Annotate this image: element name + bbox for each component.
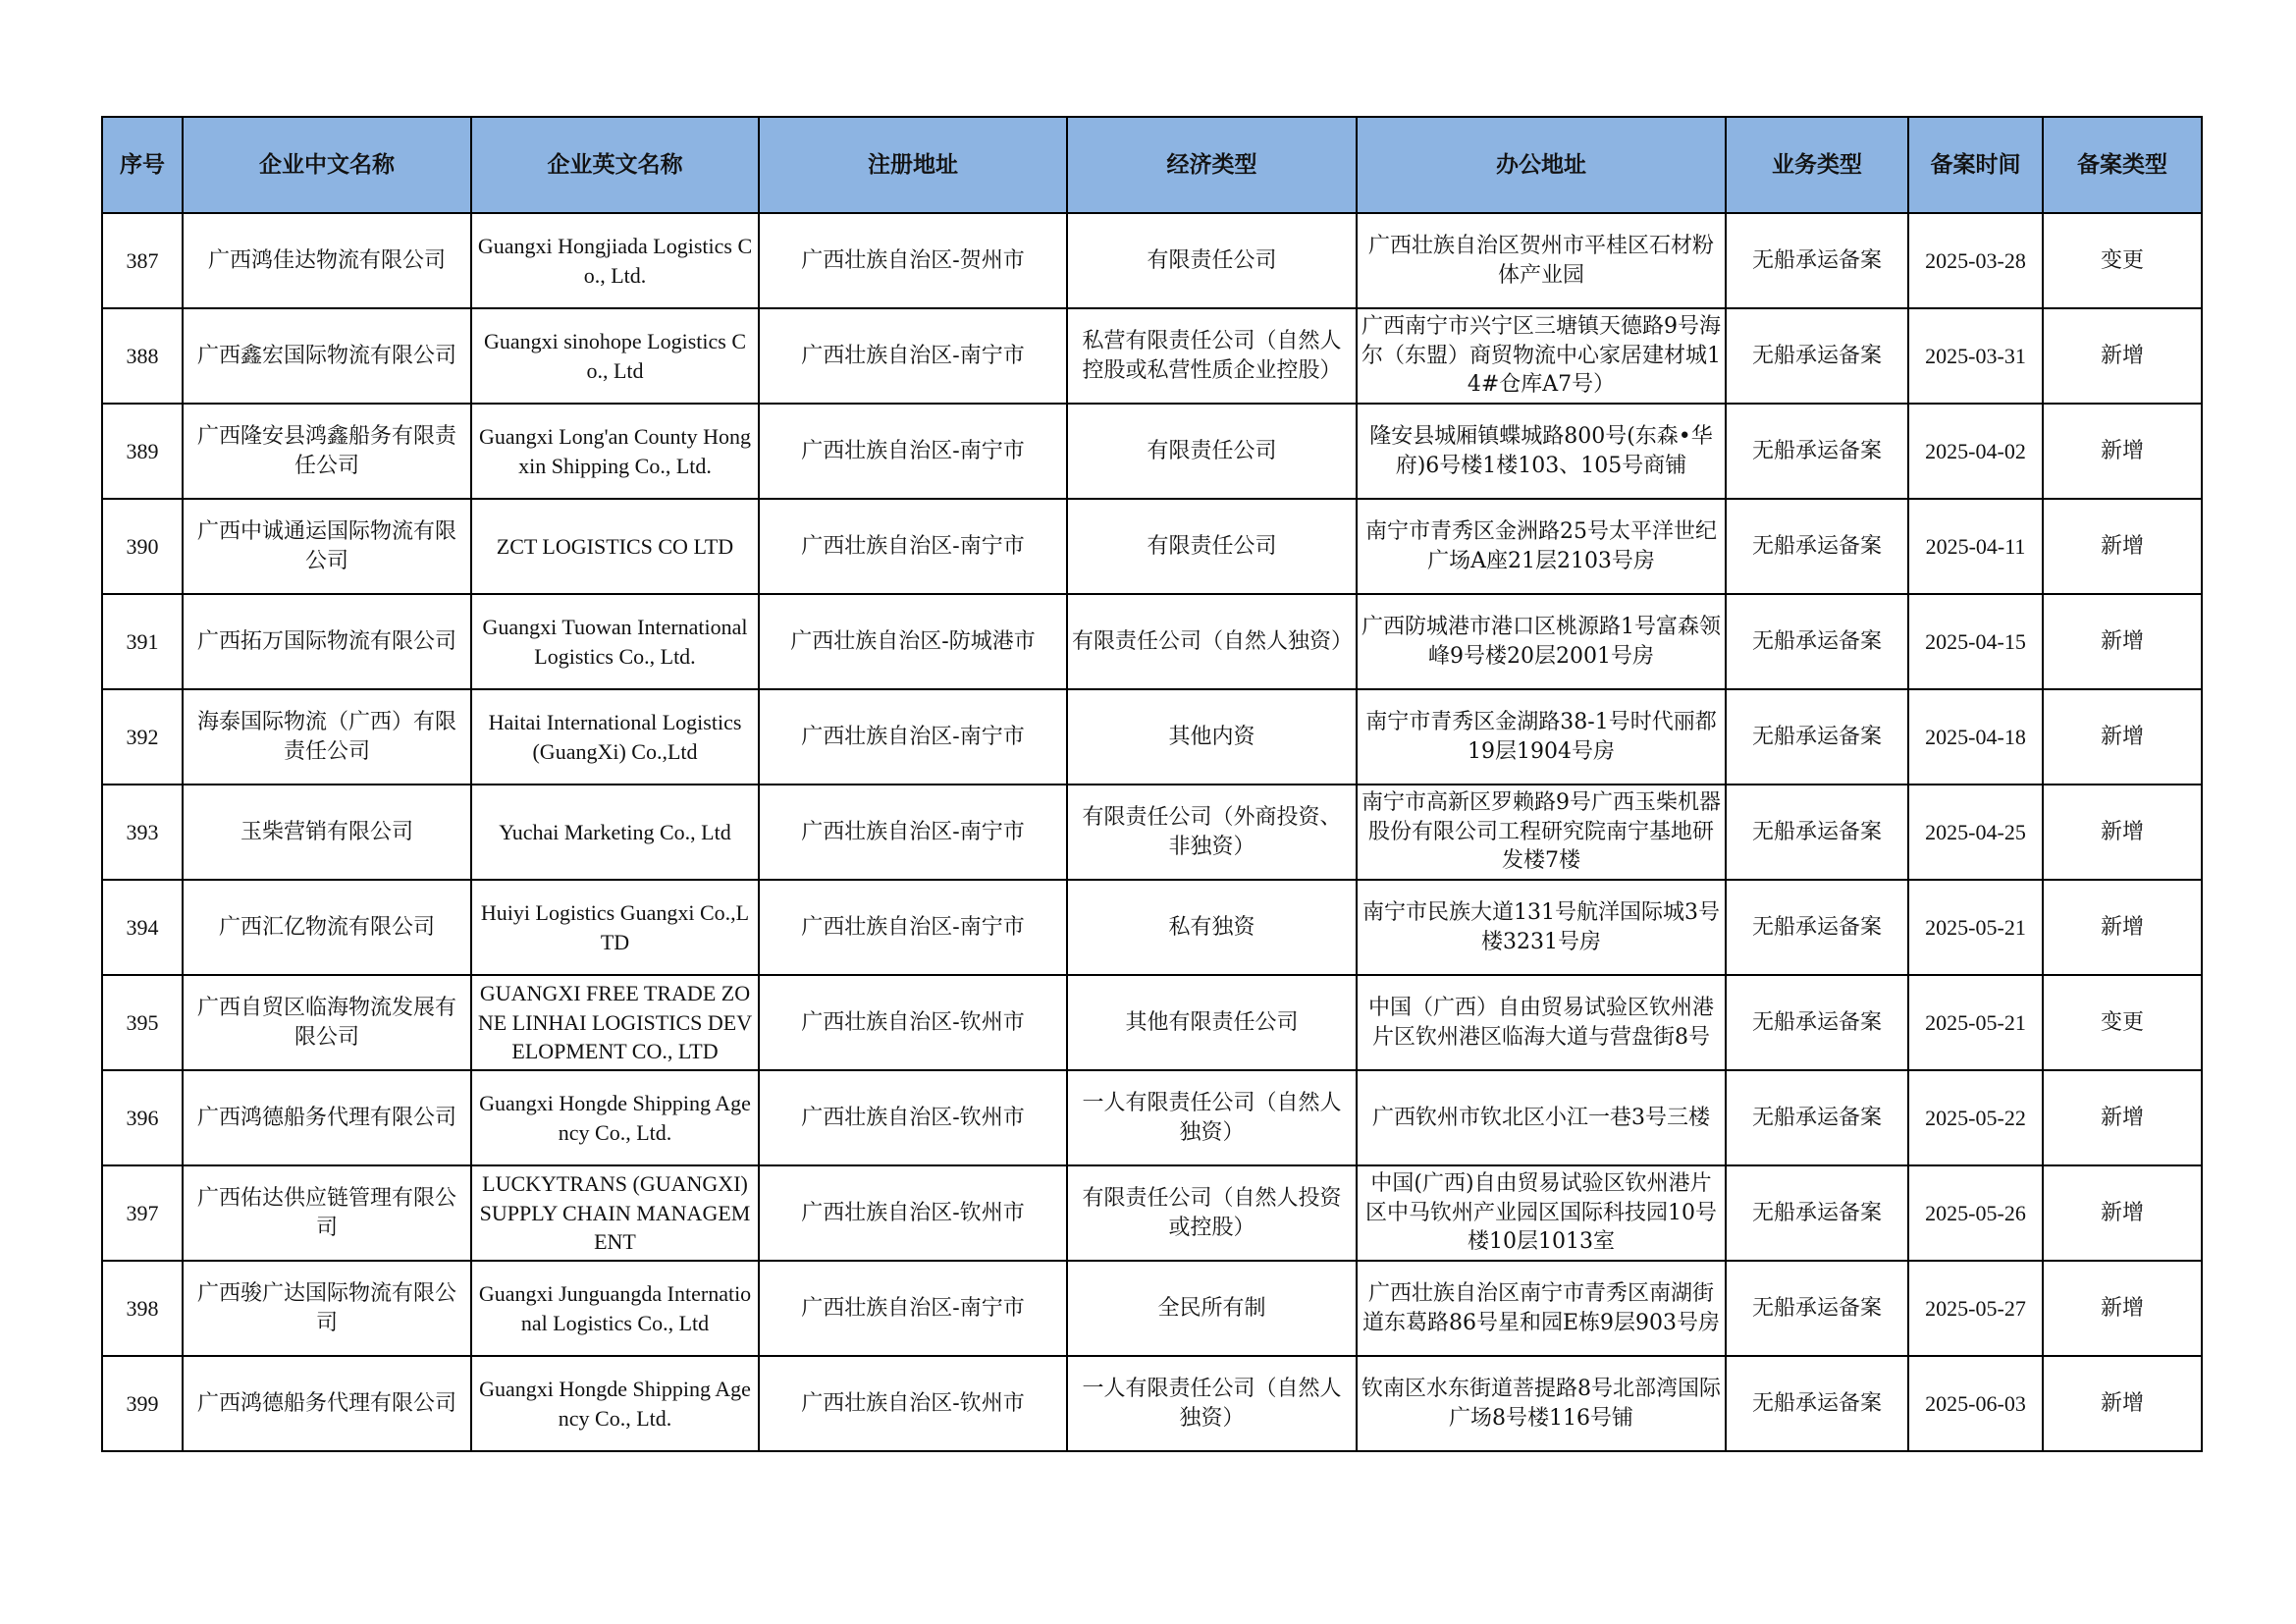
cell-business-type: 无船承运备案 xyxy=(1726,1070,1908,1165)
cell-serial-number: 397 xyxy=(102,1165,183,1261)
filing-records-table xyxy=(101,116,2203,1452)
cell-office-address: 广西防城港市港口区桃源路1号富森领峰9号楼20层2001号房 xyxy=(1357,594,1726,689)
cell-registered-address: 广西壮族自治区-钦州市 xyxy=(759,1356,1067,1451)
cell-company-chinese-name: 广西中诚通运国际物流有限公司 xyxy=(183,499,471,594)
cell-company-chinese-name: 广西自贸区临海物流发展有限公司 xyxy=(183,975,471,1070)
cell-serial-number: 387 xyxy=(102,213,183,308)
table-row xyxy=(102,404,2202,499)
cell-registered-address: 广西壮族自治区-钦州市 xyxy=(759,1070,1067,1165)
cell-company-english-name: Yuchai Marketing Co., Ltd xyxy=(471,785,759,880)
cell-office-address: 南宁市民族大道131号航洋国际城3号楼3231号房 xyxy=(1357,880,1726,975)
cell-registered-address: 广西壮族自治区-南宁市 xyxy=(759,308,1067,404)
cell-office-address: 南宁市高新区罗赖路9号广西玉柴机器股份有限公司工程研究院南宁基地研发楼7楼 xyxy=(1357,785,1726,880)
cell-office-address: 中国（广西）自由贸易试验区钦州港片区钦州港区临海大道与营盘街8号 xyxy=(1357,975,1726,1070)
cell-company-english-name: Guangxi Hongde Shipping Agency Co., Ltd. xyxy=(471,1356,759,1451)
header-registered-address: 注册地址 xyxy=(759,117,1067,213)
cell-registered-address: 广西壮族自治区-钦州市 xyxy=(759,975,1067,1070)
table-row xyxy=(102,308,2202,404)
cell-economic-type: 一人有限责任公司（自然人独资） xyxy=(1067,1356,1357,1451)
cell-filing-type: 新增 xyxy=(2043,1070,2202,1165)
cell-company-chinese-name: 广西佑达供应链管理有限公司 xyxy=(183,1165,471,1261)
cell-serial-number: 398 xyxy=(102,1261,183,1356)
cell-serial-number: 392 xyxy=(102,689,183,785)
cell-serial-number: 393 xyxy=(102,785,183,880)
cell-business-type: 无船承运备案 xyxy=(1726,1356,1908,1451)
cell-office-address: 隆安县城厢镇蝶城路800号(东森•华府)6号楼1楼103、105号商铺 xyxy=(1357,404,1726,499)
cell-company-chinese-name: 广西鸿德船务代理有限公司 xyxy=(183,1356,471,1451)
cell-business-type: 无船承运备案 xyxy=(1726,785,1908,880)
cell-registered-address: 广西壮族自治区-防城港市 xyxy=(759,594,1067,689)
cell-company-english-name: Guangxi Junguangda International Logistics Co., Ltd xyxy=(471,1261,759,1356)
cell-registered-address: 广西壮族自治区-南宁市 xyxy=(759,689,1067,785)
cell-company-english-name: Huiyi Logistics Guangxi Co.,LTD xyxy=(471,880,759,975)
cell-company-english-name: Guangxi Hongjiada Logistics Co., Ltd. xyxy=(471,213,759,308)
cell-company-chinese-name: 广西骏广达国际物流有限公司 xyxy=(183,1261,471,1356)
cell-business-type: 无船承运备案 xyxy=(1726,308,1908,404)
cell-office-address: 中国(广西)自由贸易试验区钦州港片区中马钦州产业园区国际科技园10号楼10层1013室 xyxy=(1357,1165,1726,1261)
cell-filing-type: 新增 xyxy=(2043,499,2202,594)
cell-company-chinese-name: 广西鸿德船务代理有限公司 xyxy=(183,1070,471,1165)
table-row xyxy=(102,1070,2202,1165)
cell-company-english-name: GUANGXI FREE TRADE ZONE LINHAI LOGISTICS DEVELOPMENT CO., LTD xyxy=(471,975,759,1070)
cell-registered-address: 广西壮族自治区-钦州市 xyxy=(759,1165,1067,1261)
cell-filing-type: 新增 xyxy=(2043,594,2202,689)
cell-company-english-name: Guangxi Tuowan International Logistics Co., Ltd. xyxy=(471,594,759,689)
cell-filing-type: 新增 xyxy=(2043,1165,2202,1261)
cell-office-address: 广西壮族自治区南宁市青秀区南湖街道东葛路86号星和园E栋9层903号房 xyxy=(1357,1261,1726,1356)
table-row xyxy=(102,1356,2202,1451)
cell-company-english-name: Guangxi sinohope Logistics Co., Ltd xyxy=(471,308,759,404)
cell-serial-number: 390 xyxy=(102,499,183,594)
cell-filing-type: 变更 xyxy=(2043,975,2202,1070)
header-company-chinese-name: 企业中文名称 xyxy=(183,117,471,213)
cell-economic-type: 有限责任公司（自然人投资或控股） xyxy=(1067,1165,1357,1261)
cell-business-type: 无船承运备案 xyxy=(1726,1165,1908,1261)
table-row xyxy=(102,880,2202,975)
cell-serial-number: 395 xyxy=(102,975,183,1070)
header-row xyxy=(102,117,2202,213)
cell-filing-type: 新增 xyxy=(2043,689,2202,785)
cell-office-address: 广西钦州市钦北区小江一巷3号三楼 xyxy=(1357,1070,1726,1165)
header-filing-type: 备案类型 xyxy=(2043,117,2202,213)
cell-business-type: 无船承运备案 xyxy=(1726,975,1908,1070)
cell-company-chinese-name: 海泰国际物流（广西）有限责任公司 xyxy=(183,689,471,785)
cell-filing-type: 新增 xyxy=(2043,1261,2202,1356)
cell-filing-type: 变更 xyxy=(2043,213,2202,308)
table-row xyxy=(102,689,2202,785)
cell-registered-address: 广西壮族自治区-贺州市 xyxy=(759,213,1067,308)
cell-economic-type: 全民所有制 xyxy=(1067,1261,1357,1356)
cell-filing-date: 2025-03-28 xyxy=(1908,213,2043,308)
table-row xyxy=(102,1165,2202,1261)
header-serial-number: 序号 xyxy=(102,117,183,213)
cell-registered-address: 广西壮族自治区-南宁市 xyxy=(759,404,1067,499)
table-row xyxy=(102,1261,2202,1356)
table-header xyxy=(102,117,2202,213)
cell-serial-number: 389 xyxy=(102,404,183,499)
cell-registered-address: 广西壮族自治区-南宁市 xyxy=(759,785,1067,880)
cell-business-type: 无船承运备案 xyxy=(1726,880,1908,975)
cell-company-chinese-name: 广西隆安县鸿鑫船务有限责任公司 xyxy=(183,404,471,499)
cell-company-chinese-name: 广西鸿佳达物流有限公司 xyxy=(183,213,471,308)
cell-filing-date: 2025-04-15 xyxy=(1908,594,2043,689)
header-company-english-name: 企业英文名称 xyxy=(471,117,759,213)
cell-filing-date: 2025-05-27 xyxy=(1908,1261,2043,1356)
cell-serial-number: 394 xyxy=(102,880,183,975)
cell-business-type: 无船承运备案 xyxy=(1726,404,1908,499)
header-filing-date: 备案时间 xyxy=(1908,117,2043,213)
header-business-type: 业务类型 xyxy=(1726,117,1908,213)
cell-registered-address: 广西壮族自治区-南宁市 xyxy=(759,880,1067,975)
cell-filing-date: 2025-05-26 xyxy=(1908,1165,2043,1261)
cell-filing-date: 2025-05-21 xyxy=(1908,880,2043,975)
cell-economic-type: 其他内资 xyxy=(1067,689,1357,785)
cell-economic-type: 有限责任公司（外商投资、非独资） xyxy=(1067,785,1357,880)
cell-filing-date: 2025-05-22 xyxy=(1908,1070,2043,1165)
cell-office-address: 广西壮族自治区贺州市平桂区石材粉体产业园 xyxy=(1357,213,1726,308)
cell-company-english-name: Haitai International Logistics (GuangXi) Co.,Ltd xyxy=(471,689,759,785)
header-office-address: 办公地址 xyxy=(1357,117,1726,213)
cell-serial-number: 399 xyxy=(102,1356,183,1451)
cell-filing-type: 新增 xyxy=(2043,404,2202,499)
cell-filing-type: 新增 xyxy=(2043,308,2202,404)
cell-filing-type: 新增 xyxy=(2043,1356,2202,1451)
cell-filing-date: 2025-04-18 xyxy=(1908,689,2043,785)
cell-filing-date: 2025-05-21 xyxy=(1908,975,2043,1070)
header-economic-type: 经济类型 xyxy=(1067,117,1357,213)
cell-filing-type: 新增 xyxy=(2043,785,2202,880)
cell-business-type: 无船承运备案 xyxy=(1726,594,1908,689)
cell-company-chinese-name: 广西拓万国际物流有限公司 xyxy=(183,594,471,689)
cell-business-type: 无船承运备案 xyxy=(1726,1261,1908,1356)
cell-filing-date: 2025-06-03 xyxy=(1908,1356,2043,1451)
cell-serial-number: 388 xyxy=(102,308,183,404)
cell-economic-type: 有限责任公司 xyxy=(1067,213,1357,308)
cell-filing-date: 2025-04-02 xyxy=(1908,404,2043,499)
cell-filing-type: 新增 xyxy=(2043,880,2202,975)
cell-serial-number: 391 xyxy=(102,594,183,689)
cell-filing-date: 2025-04-25 xyxy=(1908,785,2043,880)
cell-company-chinese-name: 广西汇亿物流有限公司 xyxy=(183,880,471,975)
cell-business-type: 无船承运备案 xyxy=(1726,689,1908,785)
cell-company-english-name: Guangxi Long'an County Hongxin Shipping Co., Ltd. xyxy=(471,404,759,499)
cell-company-english-name: LUCKYTRANS (GUANGXI) SUPPLY CHAIN MANAGEMENT xyxy=(471,1165,759,1261)
table-row xyxy=(102,975,2202,1070)
cell-economic-type: 其他有限责任公司 xyxy=(1067,975,1357,1070)
cell-filing-date: 2025-04-11 xyxy=(1908,499,2043,594)
cell-office-address: 钦南区水东街道菩提路8号北部湾国际广场8号楼116号铺 xyxy=(1357,1356,1726,1451)
cell-company-english-name: Guangxi Hongde Shipping Agency Co., Ltd. xyxy=(471,1070,759,1165)
cell-economic-type: 一人有限责任公司（自然人独资） xyxy=(1067,1070,1357,1165)
table-row xyxy=(102,499,2202,594)
cell-economic-type: 有限责任公司 xyxy=(1067,499,1357,594)
cell-serial-number: 396 xyxy=(102,1070,183,1165)
table-row xyxy=(102,594,2202,689)
cell-business-type: 无船承运备案 xyxy=(1726,213,1908,308)
cell-registered-address: 广西壮族自治区-南宁市 xyxy=(759,499,1067,594)
cell-company-english-name: ZCT LOGISTICS CO LTD xyxy=(471,499,759,594)
table-row xyxy=(102,785,2202,880)
cell-filing-date: 2025-03-31 xyxy=(1908,308,2043,404)
table-body xyxy=(102,213,2202,1451)
cell-registered-address: 广西壮族自治区-南宁市 xyxy=(759,1261,1067,1356)
cell-company-chinese-name: 广西鑫宏国际物流有限公司 xyxy=(183,308,471,404)
cell-economic-type: 有限责任公司 xyxy=(1067,404,1357,499)
table-row xyxy=(102,213,2202,308)
cell-economic-type: 有限责任公司（自然人独资） xyxy=(1067,594,1357,689)
cell-business-type: 无船承运备案 xyxy=(1726,499,1908,594)
cell-company-chinese-name: 玉柴营销有限公司 xyxy=(183,785,471,880)
cell-office-address: 广西南宁市兴宁区三塘镇天德路9号海尔（东盟）商贸物流中心家居建材城14#仓库A7号） xyxy=(1357,308,1726,404)
cell-economic-type: 私有独资 xyxy=(1067,880,1357,975)
cell-office-address: 南宁市青秀区金湖路38-1号时代丽都19层1904号房 xyxy=(1357,689,1726,785)
cell-economic-type: 私营有限责任公司（自然人控股或私营性质企业控股） xyxy=(1067,308,1357,404)
cell-office-address: 南宁市青秀区金洲路25号太平洋世纪广场A座21层2103号房 xyxy=(1357,499,1726,594)
